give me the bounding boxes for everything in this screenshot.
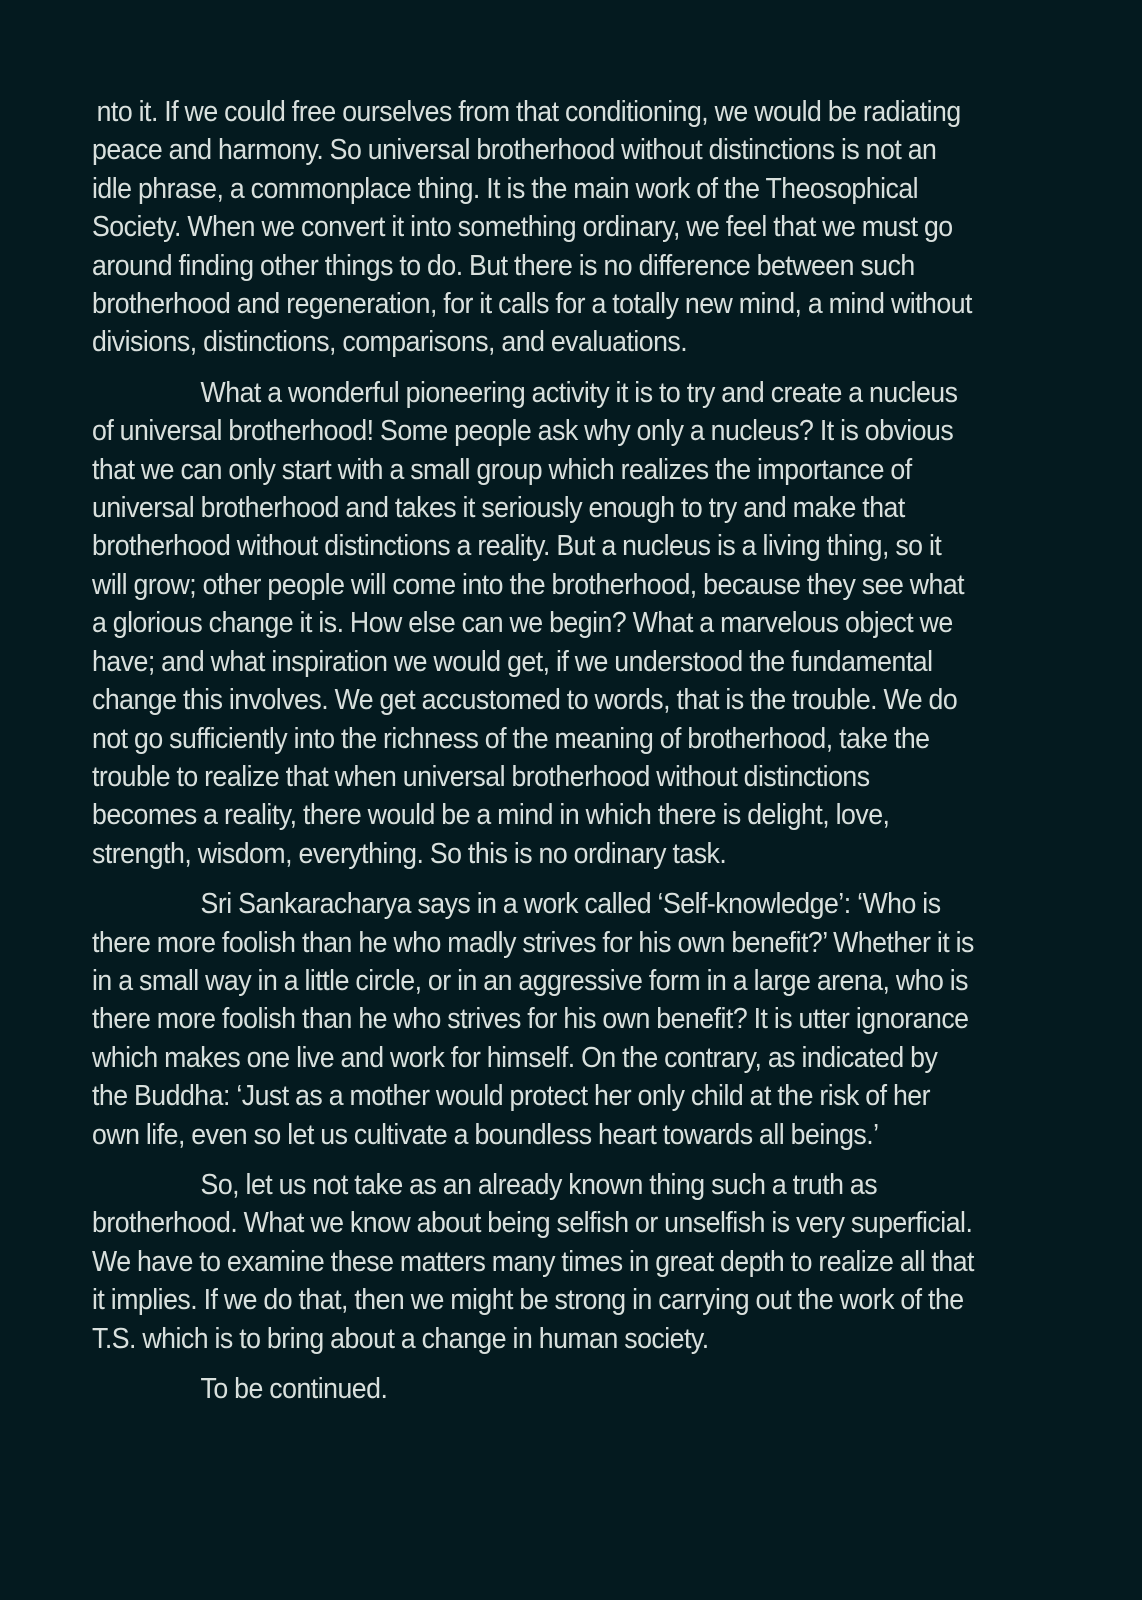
paragraph-4 xyxy=(92,1166,975,1358)
text-line: peace and harmony. So universal brotherhood without distinctions is not an xyxy=(92,134,937,167)
text-line: divisions, distinctions, comparisons, and evaluations. xyxy=(92,326,688,359)
text-line: the Buddha: ‘Just as a mother would protect her only child at the risk of her xyxy=(92,1080,931,1113)
paragraph-3 xyxy=(92,885,975,1154)
text-line: becomes a reality, there would be a mind in which there is delight, love, xyxy=(92,799,890,832)
text-line: will grow; other people will come into the brotherhood, because they see what xyxy=(92,568,965,601)
article-body xyxy=(92,93,975,1420)
text-line: We have to examine these matters many times in great depth to realize all that xyxy=(92,1245,974,1278)
text-line: So, let us not take as an already known thing such a truth as xyxy=(200,1168,878,1201)
text-line: What a wonderful pioneering activity it is to try and create a nucleus xyxy=(200,376,958,409)
text-line: around finding other things to do. But there is no difference between such xyxy=(92,249,915,282)
text-line: a glorious change it is. How else can we begin? What a marvelous object we xyxy=(92,607,953,640)
text-line: brotherhood. What we know about being selfish or unselfish is very superficial. xyxy=(92,1207,973,1240)
text-line: trouble to realize that when universal brotherhood without distinctions xyxy=(92,760,870,793)
text-line: T.S. which is to bring about a change in human society. xyxy=(92,1322,709,1355)
text-line: idle phrase, a commonplace thing. It is the main work of the Theosophical xyxy=(92,172,919,205)
text-line: have; and what inspiration we would get, if we understood the fundamental xyxy=(92,645,933,678)
text-line: To be continued. xyxy=(200,1373,388,1405)
continuation-note xyxy=(92,1370,975,1408)
paragraph-1 xyxy=(92,93,975,362)
text-line: change this involves. We get accustomed to words, that is the trouble. We do xyxy=(92,684,958,717)
text-line: in a small way in a little circle, or in an aggressive form in a large arena, who is xyxy=(92,964,969,997)
text-line: Society. When we convert it into something ordinary, we feel that we must go xyxy=(92,211,953,244)
text-line: nto it. If we could free ourselves from that conditioning, we would be radiating xyxy=(96,96,961,128)
text-line: brotherhood without distinctions a reality. But a nucleus is a living thing, so it xyxy=(92,530,942,563)
text-line: that we can only start with a small group which realizes the importance of xyxy=(92,453,912,486)
text-line: Sri Sankaracharya says in a work called ‘Self-knowledge’: ‘Who is xyxy=(200,888,941,921)
text-line: own life, even so let us cultivate a boundless heart towards all beings.’ xyxy=(92,1118,879,1151)
text-line: strength, wisdom, everything. So this is no ordinary task. xyxy=(92,837,727,870)
text-line: brotherhood and regeneration, for it calls for a totally new mind, a mind without xyxy=(92,288,972,321)
text-line: there more foolish than he who strives for his own benefit? It is utter ignorance xyxy=(92,1003,969,1036)
text-line: there more foolish than he who madly strives for his own benefit?’ Whether it is xyxy=(92,926,974,959)
text-line: of universal brotherhood! Some people ask why only a nucleus? It is obvious xyxy=(92,415,954,448)
text-line: it implies. If we do that, then we might be strong in carrying out the work of the xyxy=(92,1284,964,1317)
paragraph-2 xyxy=(92,374,975,873)
text-line: universal brotherhood and takes it seriously enough to try and make that xyxy=(92,492,905,525)
text-line: not go sufficiently into the richness of the meaning of brotherhood, take the xyxy=(92,722,930,755)
text-line: which makes one live and work for himself. On the contrary, as indicated by xyxy=(92,1041,938,1074)
